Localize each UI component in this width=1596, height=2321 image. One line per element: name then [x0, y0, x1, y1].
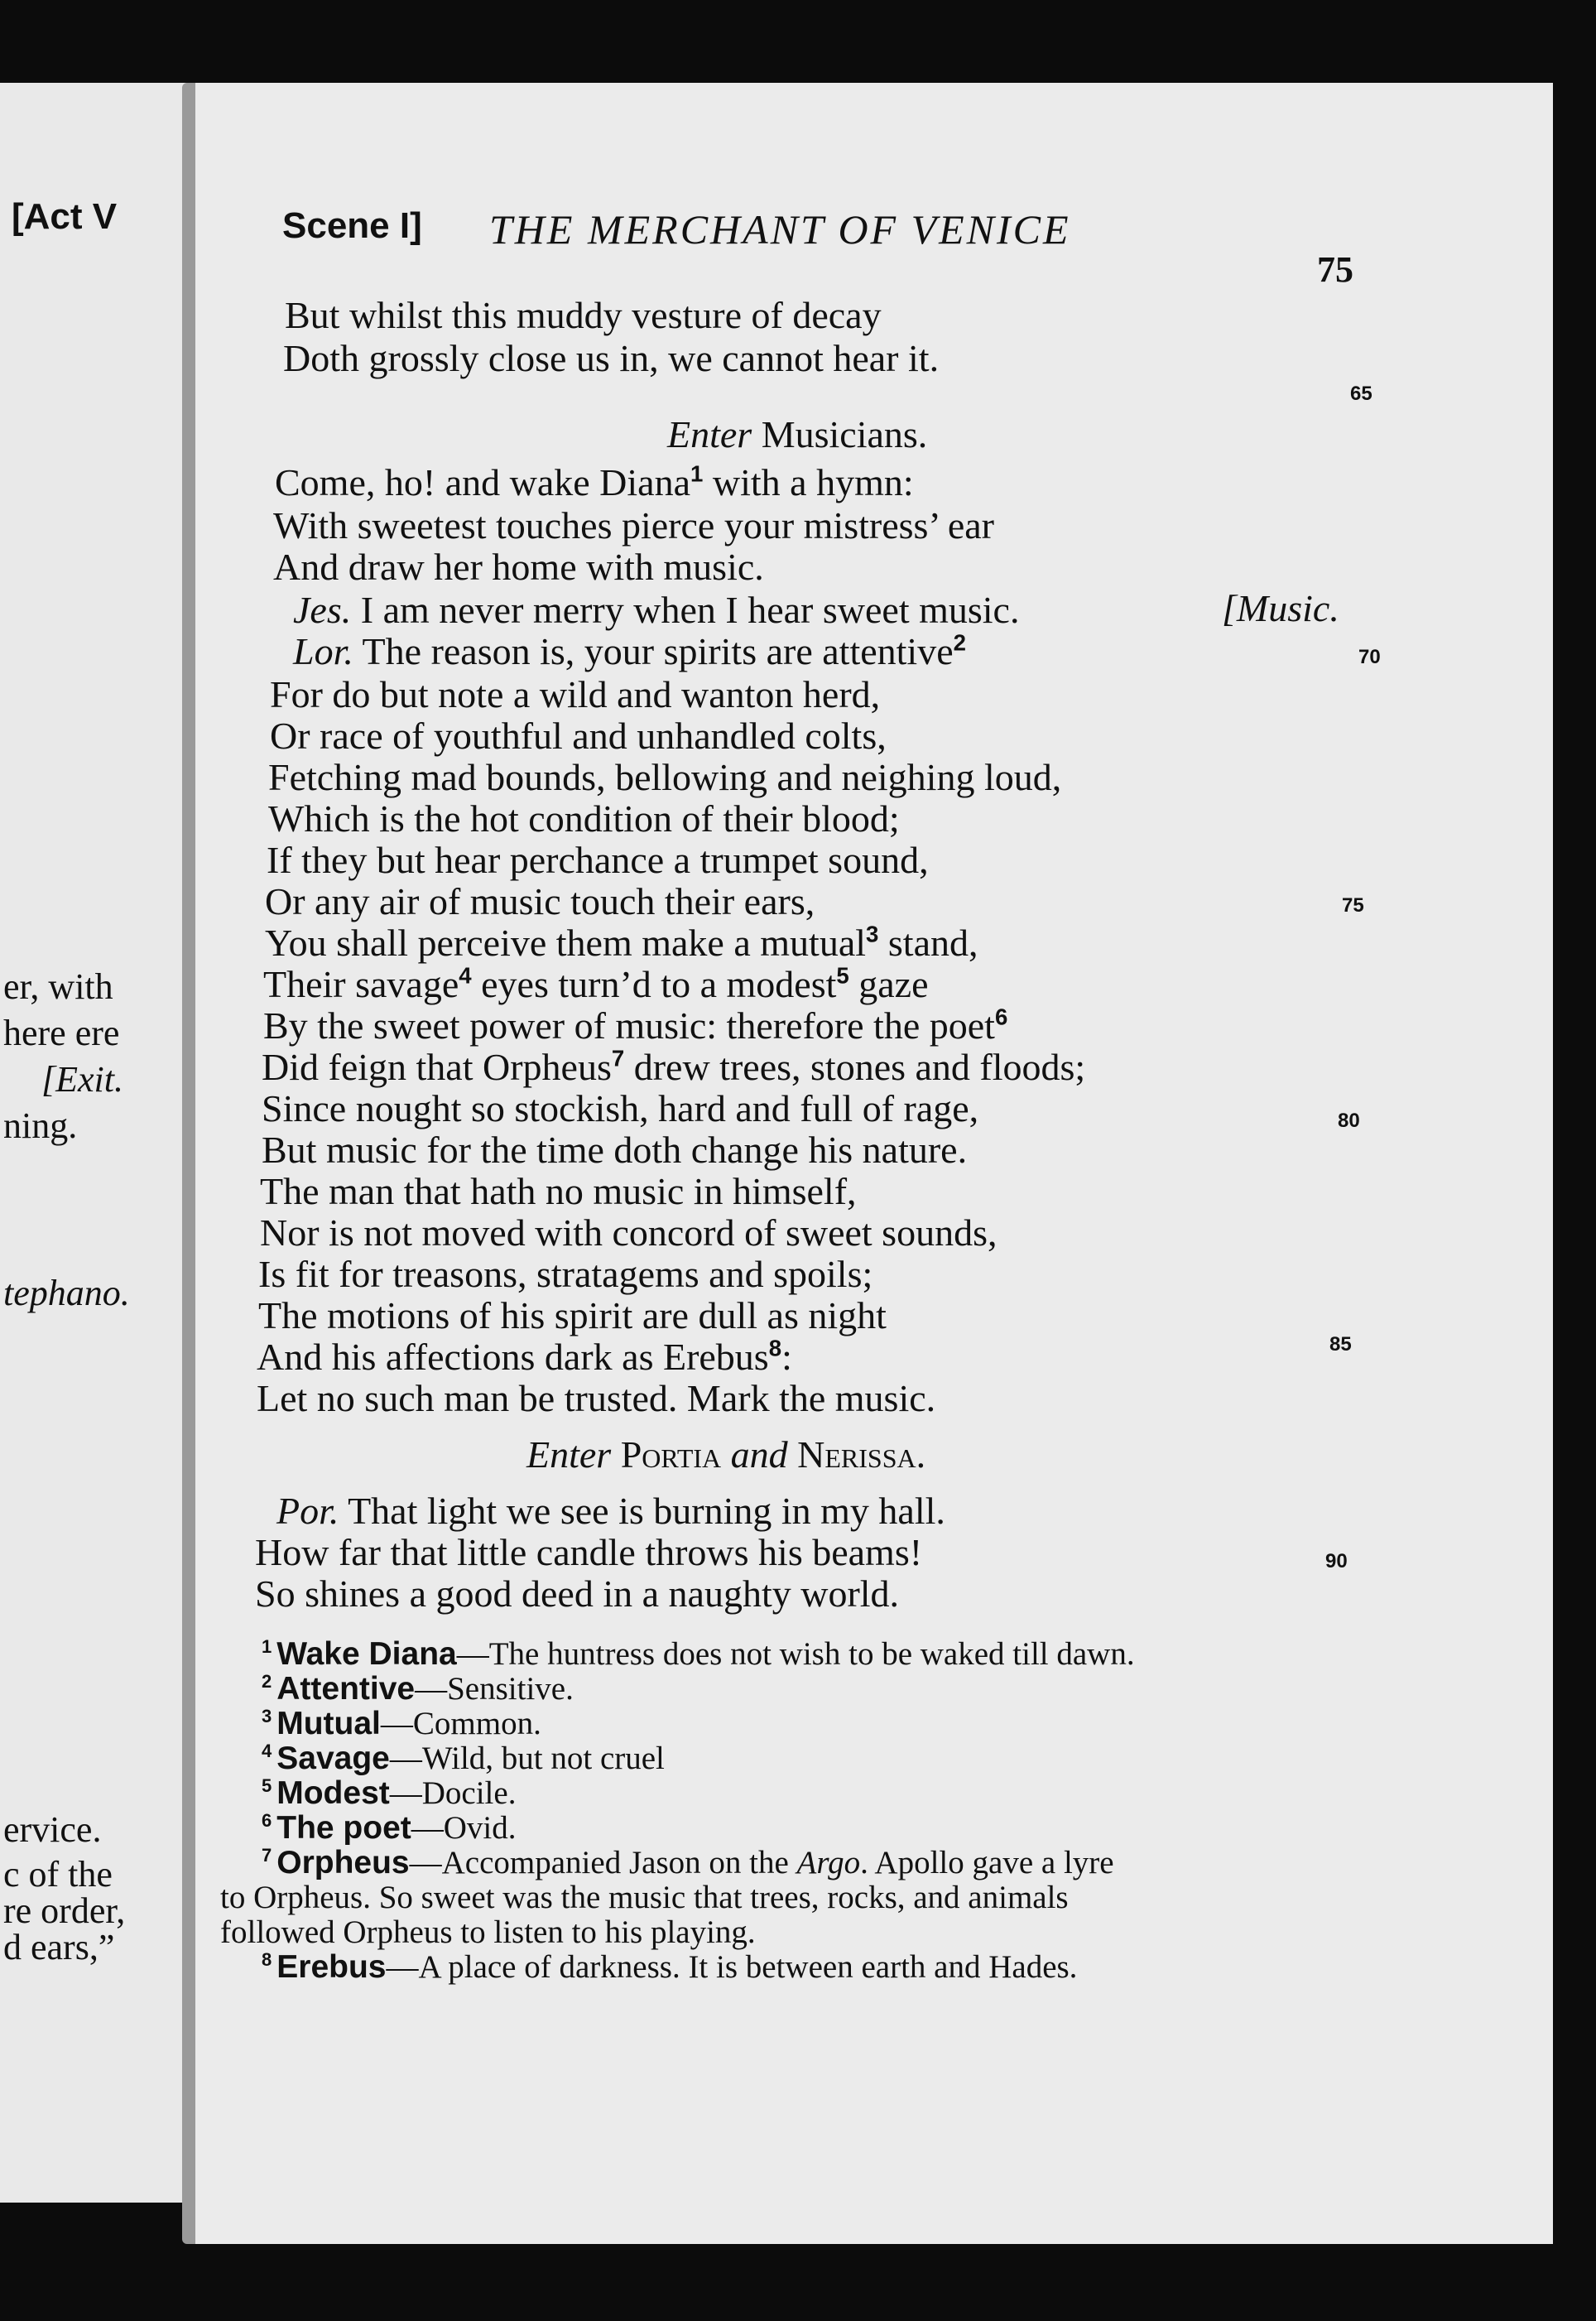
verse-line: How far that little candle throws his beams!	[255, 1531, 923, 1573]
verse-line: Doth grossly close us in, we cannot hear it.	[283, 337, 940, 379]
left-fragment: tephano.	[3, 1273, 130, 1313]
footnote: $^6$ The poet—Ovid.	[262, 1810, 517, 1846]
running-head-title: THE MERCHANT OF VENICE	[489, 206, 1071, 253]
verse-line: Lor. The reason is, your spirits are attentive$^2$	[293, 629, 966, 672]
left-fragment: re order,	[3, 1890, 126, 1931]
footnote-continuation: followed Orpheus to listen to his playing.	[220, 1914, 756, 1950]
verse-line: Let no such man be trusted. Mark the music.	[257, 1377, 936, 1419]
verse-line: You shall perceive them make a mutual$^3$ stand,	[265, 921, 978, 964]
left-fragment: d ears,”	[3, 1927, 115, 1967]
footnote: $^2$ Attentive—Sensitive.	[262, 1671, 574, 1707]
verse-line: If they but hear perchance a trumpet sound,	[267, 839, 929, 881]
verse-line: By the sweet power of music: therefore the poet$^6$	[263, 1004, 1008, 1047]
left-fragment: here ere	[3, 1013, 120, 1053]
left-fragment: ning.	[3, 1105, 78, 1146]
verse-line: And draw her home with music.	[273, 546, 764, 588]
verse-line: Their savage$^4$ eyes turn’d to a modest$^5$ gaze	[263, 962, 929, 1005]
verse-line: For do but note a wild and wanton herd,	[270, 673, 881, 715]
line-number: 65	[1350, 383, 1372, 405]
left-act-label: [Act V	[12, 196, 118, 237]
verse-line: Come, ho! and wake Diana$^1$ with a hymn:	[275, 460, 914, 503]
verse-line: Is fit for treasons, stratagems and spoils;	[258, 1253, 873, 1295]
line-number: 85	[1329, 1333, 1352, 1356]
left-fragment: er, with	[3, 966, 113, 1007]
footnote: $^4$ Savage—Wild, but not cruel	[262, 1741, 665, 1776]
verse-line: The motions of his spirit are dull as night	[258, 1294, 887, 1336]
stage-direction-music: [Music.	[1222, 587, 1339, 629]
verse-line: Nor is not moved with concord of sweet sounds,	[260, 1211, 997, 1254]
left-fragment: c of the	[3, 1854, 113, 1895]
footnote: $^3$ Mutual—Common.	[262, 1706, 541, 1741]
footnote: $^7$ Orpheus—Accompanied Jason on the Argo. Apollo gave a lyre	[262, 1845, 1114, 1880]
left-fragment: [Exit.	[41, 1059, 123, 1100]
footnote: $^1$ Wake Diana—The huntress does not wish to be waked till dawn.	[262, 1636, 1135, 1672]
verse-line: Did feign that Orpheus$^7$ drew trees, stones and floods;	[262, 1045, 1086, 1088]
verse-line: Fetching mad bounds, bellowing and neighing loud,	[268, 756, 1062, 798]
verse-line: The man that hath no music in himself,	[260, 1170, 857, 1212]
book-page	[182, 83, 1553, 2244]
verse-line: Por. That light we see is burning in my hall.	[276, 1490, 945, 1532]
stage-direction: Enter Musicians.	[667, 413, 928, 455]
line-number: 75	[1342, 894, 1364, 917]
verse-line: So shines a good deed in a naughty world.	[255, 1572, 900, 1615]
footnote-continuation: to Orpheus. So sweet was the music that trees, rocks, and animals	[220, 1880, 1069, 1915]
page-number: 75	[1317, 249, 1353, 290]
footnote: $^8$ Erebus—A place of darkness. It is between earth and Hades.	[262, 1949, 1078, 1985]
verse-line: Jes. I am never merry when I hear sweet music.	[293, 589, 1020, 631]
line-number: 70	[1358, 646, 1381, 668]
left-fragment: ervice.	[3, 1809, 102, 1850]
verse-line: Since nought so stockish, hard and full of rage,	[262, 1087, 979, 1129]
footnote: $^5$ Modest—Docile.	[262, 1775, 517, 1811]
running-head-scene: Scene I]	[282, 205, 422, 246]
verse-line: But music for the time doth change his nature.	[262, 1129, 968, 1171]
verse-line: With sweetest touches pierce your mistress’ ear	[273, 504, 994, 547]
left-facing-page	[0, 83, 199, 2203]
verse-line: Which is the hot condition of their blood;	[268, 797, 900, 840]
stage-direction: Enter Portia and Nerissa.	[526, 1433, 926, 1476]
line-number: 80	[1338, 1110, 1360, 1132]
verse-line: Or any air of music touch their ears,	[265, 880, 815, 922]
verse-line: And his affections dark as Erebus$^8$:	[257, 1335, 792, 1378]
verse-line: But whilst this muddy vesture of decay	[285, 294, 882, 336]
verse-line: Or race of youthful and unhandled colts,	[270, 715, 887, 757]
line-number: 90	[1325, 1550, 1348, 1572]
